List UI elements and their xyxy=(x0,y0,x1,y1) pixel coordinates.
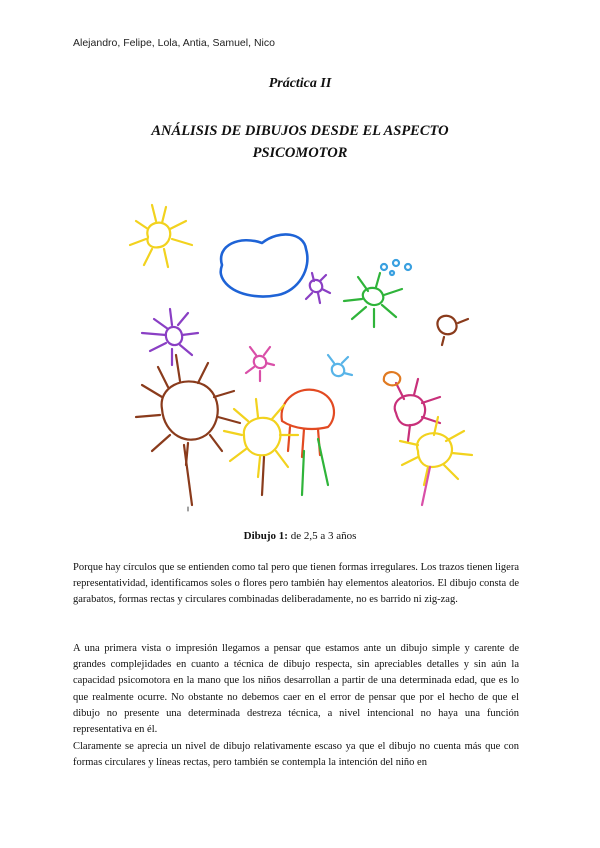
title-line-2: PSICOMOTOR xyxy=(252,145,348,161)
blue-cloud-drawing xyxy=(221,234,308,296)
light-blue-bug-drawing xyxy=(328,355,352,376)
document-title xyxy=(100,120,500,164)
pink-flower-drawing xyxy=(395,379,440,441)
brown-figure-drawing xyxy=(437,316,468,345)
green-stem-drawing xyxy=(302,439,328,495)
blue-dots-drawing xyxy=(381,260,411,275)
green-flower-drawing xyxy=(344,273,402,327)
yellow-sun-drawing xyxy=(130,205,192,267)
caption-label: Dibujo 1: xyxy=(243,530,288,542)
authors-header: Alejandro, Felipe, Lola, Antia, Samuel, Nico xyxy=(73,37,275,49)
title-line-1: ANÁLISIS DE DIBUJOS DESDE EL ASPECTO xyxy=(151,123,449,139)
figure-caption xyxy=(0,530,600,542)
child-drawing xyxy=(122,195,492,515)
paragraph-3: Claramente se aprecia un nivel de dibujo relativamente escaso ya que el dibujo no cuenta más que con formas circulares y líneas rectas, pero también se contempla la intención del niño en xyxy=(73,741,519,769)
paragraph-2: A una primera vista o impresión llegamos a pensar que estamos ante un dibujo simple y carente de grandes complejidades en cuanto a técnica de dibujo respecta, sin apreciables detalles y sin aún la capacidad psicomotora en la mano que los niños desarrollan a partir de una determinada edad, que es lo que realmente ocurre. No obstante no debemos caer en el error de pensar que por el hecho de que el dibujo no presente una determinada destreza técnica, a nivel intencional no haya una función representativa en él. xyxy=(73,643,519,736)
orange-jellyfish-drawing xyxy=(282,390,334,457)
purple-spider-drawing xyxy=(142,309,198,365)
paragraph-1: Porque hay círculos que se entienden como tal pero que tienen formas irregulares. Los trazos tienen ligera representatividad, identificamos soles o flores pero también hay elementos aleatorios. El dibujo consta de garabatos, formas rectas y circulares combinadas deliberadamente, no es barrido ni zig-zag. xyxy=(73,562,519,606)
practice-subtitle: Práctica II xyxy=(268,76,332,91)
caption-text: de 2,5 a 3 años xyxy=(287,530,357,542)
purple-bug-drawing xyxy=(306,273,330,303)
pink-bug-drawing xyxy=(246,347,274,381)
yellow-sun-bottom-drawing xyxy=(224,399,298,477)
orange-small-drawing xyxy=(384,372,400,385)
red-stem-drawing xyxy=(262,457,264,495)
